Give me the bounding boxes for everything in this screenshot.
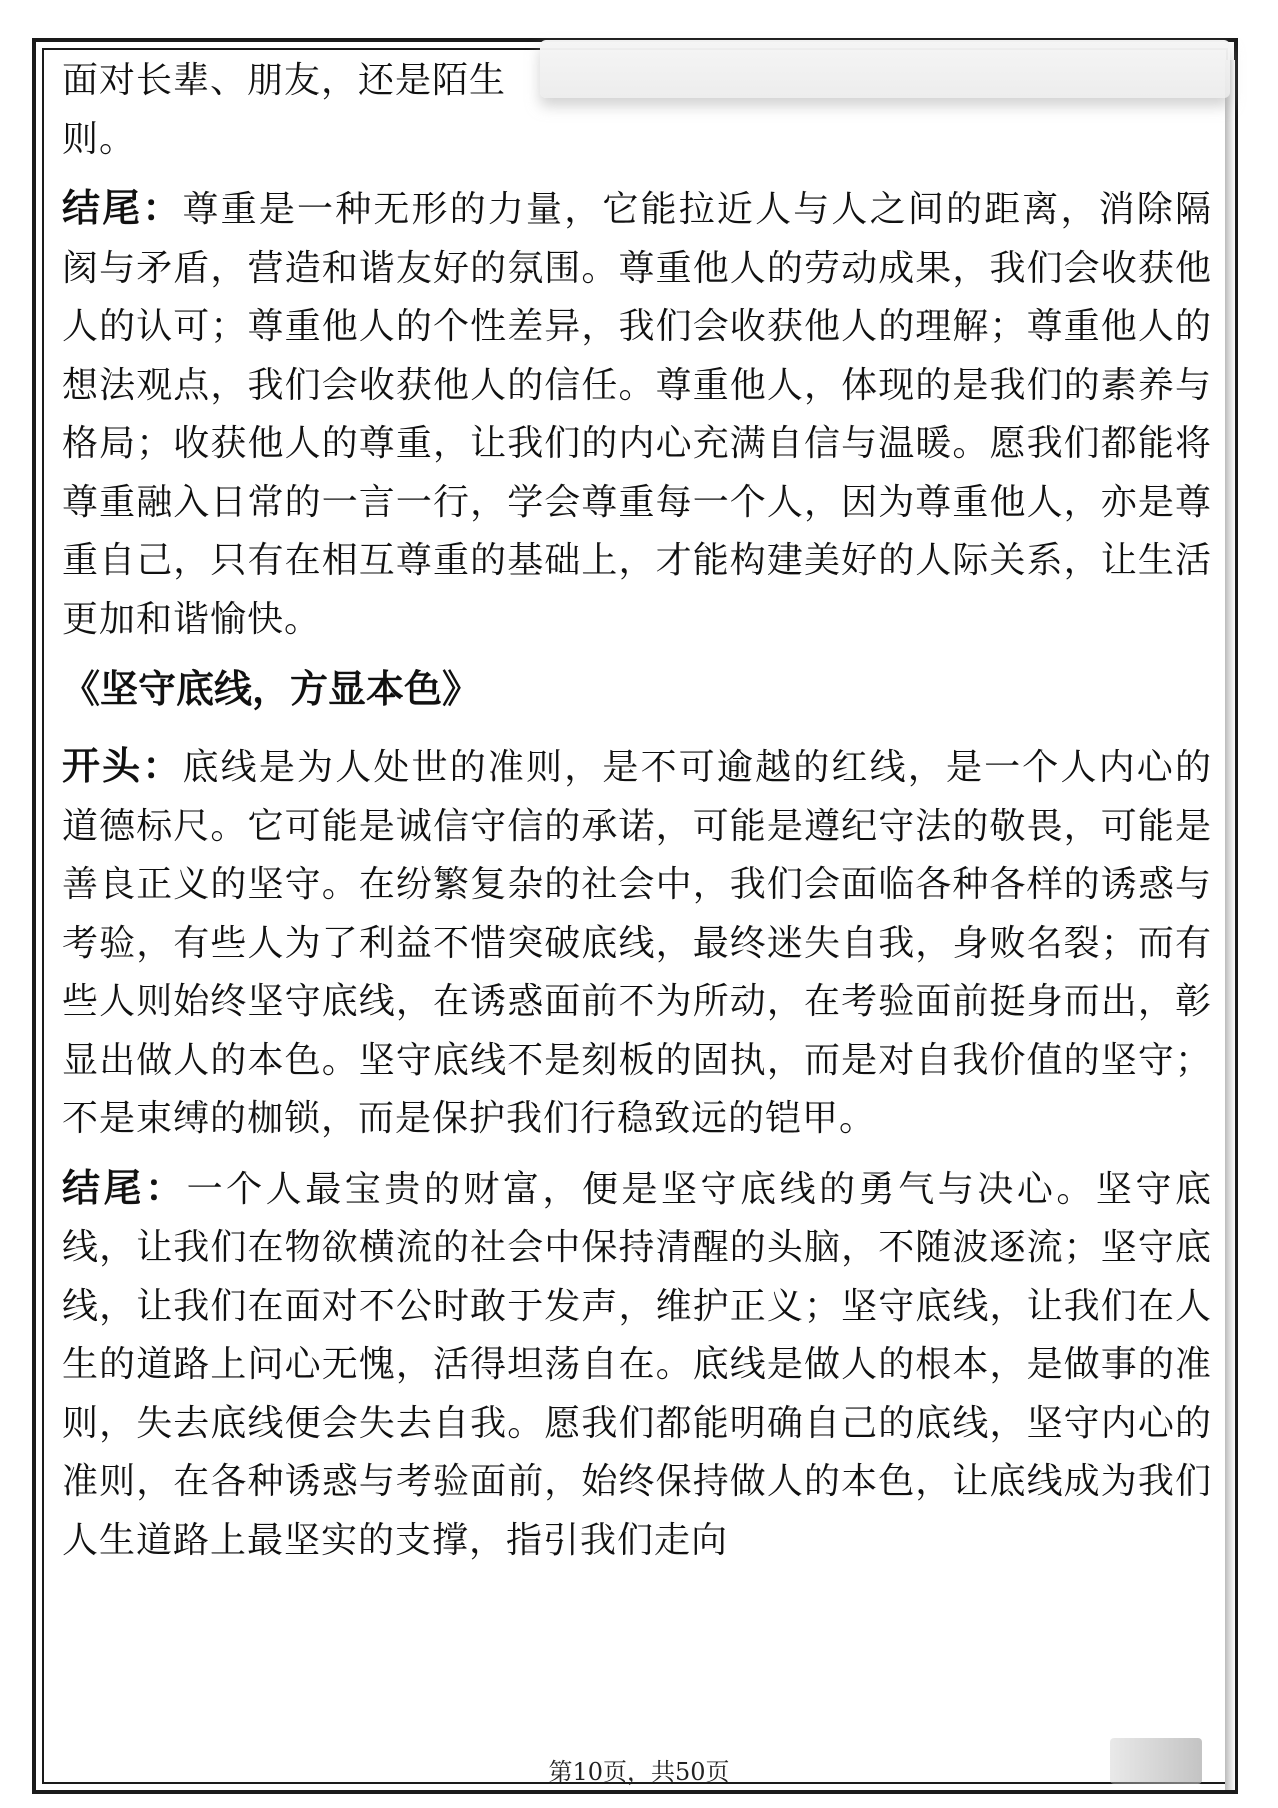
essay-title: 《坚守底线，方显本色》 — [62, 667, 481, 711]
ending-label-1: 结尾： — [62, 186, 183, 230]
ending-text-2: 一个人最宝贵的财富，便是坚守底线的勇气与决心。坚守底线，让我们在物欲横流的社会中保持清醒的头脑，不随波逐流；坚守底线，让我们在面对不公时敢于发声，维护正义；坚守底线，让我们在人生的道路上问心无愧，活得坦荡自在。底线是做人的根本，是做事的准则，失去底线便会失去自我。愿我们都能明确自己的底线，坚守内心的准则，在各种诱惑与考验面前，始终保持做人的本色，让底线成为我们人生道路上最坚实的支撑，指引我们走向 — [62, 1168, 1212, 1561]
ending-text-1: 尊重是一种无形的力量，它能拉近人与人之间的距离，消除隔阂与矛盾，营造和谐友好的氛围。尊重他人的劳动成果，我们会收获他人的认可；尊重他人的个性差异，我们会收获他人的理解；尊重他人的想法观点，我们会收获他人的信任。尊重他人，体现的是我们的素养与格局；收获他人的尊重，让我们的内心充满自信与温暖。愿我们都能将尊重融入日常的一言一行，学会尊重每一个人，因为尊重他人，亦是尊重自己，只有在相互尊重的基础上，才能构建美好的人际关系，让生活更加和谐愉快。 — [62, 189, 1212, 640]
opening-label: 开头： — [62, 744, 183, 788]
top-end-text: 则。 — [62, 118, 137, 160]
document-body — [62, 52, 1212, 1580]
top-fragment-text: 面对长辈、朋友，还是陌生 — [62, 60, 507, 101]
top-blur-overlay — [540, 40, 1230, 98]
ending-label-2: 结尾： — [62, 1165, 187, 1210]
opening-text: 底线是为人处世的准则，是不可逾越的红线，是一个人内心的道德标尺。它可能是诚信守信的承诺，可能是遵纪守法的敬畏，可能是善良正义的坚守。在纷繁复杂的社会中，我们会面临各种各样的诱惑与考验，有些人为了利益不惜突破底线，最终迷失自我，身败名裂；而有些人则始终坚守底线，在诱惑面前不为所动，在考验面前挺身而出，彰显出做人的本色。坚守底线不是刻板的固执，而是对自我价值的坚守；不是束缚的枷锁，而是保护我们行稳致远的铠甲。 — [62, 747, 1212, 1139]
opening-paragraph — [62, 737, 1212, 1149]
ending-paragraph-2 — [62, 1159, 1212, 1571]
ending-paragraph-1 — [62, 179, 1212, 649]
page-border-shadow — [1225, 60, 1235, 1790]
page-footer: 第10页，共50页 — [548, 1758, 730, 1786]
